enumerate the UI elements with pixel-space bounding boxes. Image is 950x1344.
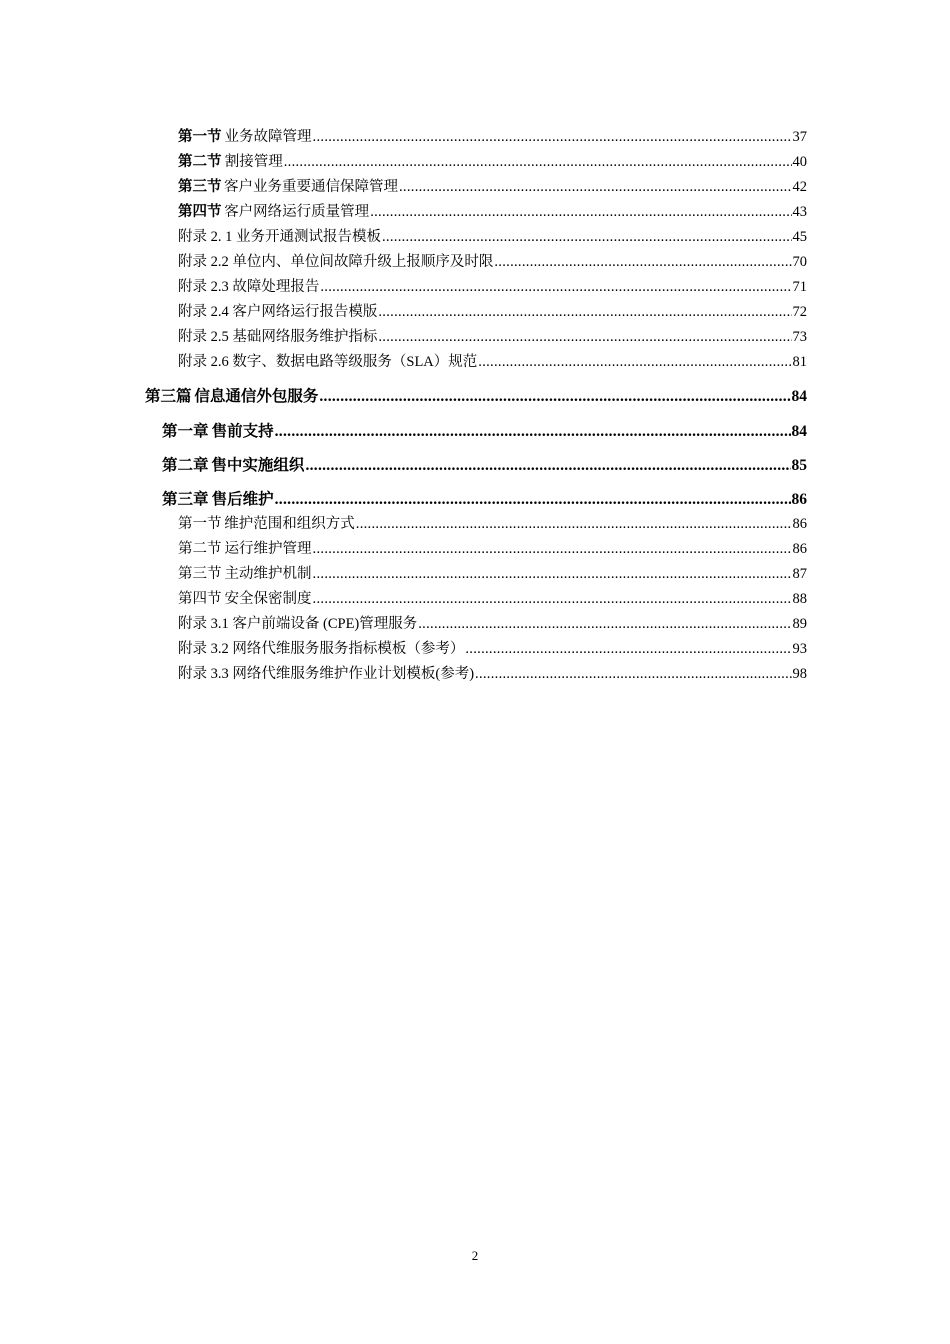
toc-appendix-entry[interactable] xyxy=(178,639,807,659)
toc-chapter-title: 售中实施组织 xyxy=(211,456,305,474)
toc-chapter-prefix: 第一章 xyxy=(162,422,209,440)
dot-leader xyxy=(275,490,791,510)
toc-part-prefix: 第三篇 xyxy=(145,387,192,405)
dot-leader xyxy=(313,539,792,559)
toc-chapter-entry[interactable] xyxy=(162,455,807,476)
toc-appendix-entry[interactable] xyxy=(178,664,807,684)
toc-entry-title: 附录 3.3 网络代维服务维护作业计划模板(参考) xyxy=(178,666,475,682)
toc-page-number: 70 xyxy=(792,254,807,270)
toc-entry-prefix: 第四节 xyxy=(178,591,222,607)
dot-leader xyxy=(313,589,792,609)
toc-entry-title: 附录 2.3 故障处理报告 xyxy=(178,279,320,295)
toc-entry[interactable] xyxy=(178,127,807,147)
dot-leader xyxy=(418,614,791,634)
dot-leader xyxy=(378,302,791,322)
toc-page-number: 71 xyxy=(792,279,807,295)
toc-page-number: 73 xyxy=(792,329,807,345)
toc-page-number: 86 xyxy=(791,491,807,508)
toc-page-number: 87 xyxy=(792,566,807,582)
toc-entry-title: 附录 2.2 单位内、单位间故障升级上报顺序及时限 xyxy=(178,254,494,270)
toc-entry[interactable] xyxy=(178,177,807,197)
dot-leader xyxy=(478,352,791,372)
toc-entry[interactable] xyxy=(178,514,807,534)
dot-leader xyxy=(382,227,792,247)
toc-page-number: 42 xyxy=(792,179,807,195)
dot-leader xyxy=(399,177,792,197)
toc-appendix-entry[interactable] xyxy=(178,252,807,272)
toc-page-number: 43 xyxy=(792,204,807,220)
toc-appendix-entry[interactable] xyxy=(178,327,807,347)
toc-entry-title: 附录 3.1 客户前端设备 (CPE)管理服务 xyxy=(178,616,418,632)
toc-entry-prefix: 第二节 xyxy=(178,154,222,170)
toc-chapter-title: 售前支持 xyxy=(211,422,274,440)
toc-entry-title: 业务故障管理 xyxy=(224,129,312,145)
dot-leader xyxy=(320,277,791,297)
toc-page-number: 86 xyxy=(792,541,807,557)
toc-entry-title: 安全保密制度 xyxy=(224,591,312,607)
toc-entry-title: 客户网络运行质量管理 xyxy=(224,204,370,220)
toc-entry[interactable] xyxy=(178,539,807,559)
toc-page-number: 37 xyxy=(792,129,807,145)
dot-leader xyxy=(356,514,792,534)
toc-chapter-prefix: 第二章 xyxy=(162,456,209,474)
toc-appendix-entry[interactable] xyxy=(178,302,807,322)
dot-leader xyxy=(378,327,791,347)
toc-part-entry[interactable] xyxy=(145,386,807,407)
toc-entry-title: 附录 2.4 客户网络运行报告模版 xyxy=(178,304,378,320)
toc-page-number: 84 xyxy=(791,388,807,405)
dot-leader xyxy=(313,127,792,147)
toc-entry[interactable] xyxy=(178,152,807,172)
toc-page-number: 98 xyxy=(792,666,807,682)
toc-page-number: 88 xyxy=(792,591,807,607)
toc-entry-prefix: 第三节 xyxy=(178,179,222,195)
toc-page-number: 84 xyxy=(791,423,807,440)
dot-leader xyxy=(275,422,791,442)
dot-leader xyxy=(284,152,792,172)
toc-chapter-entry[interactable] xyxy=(162,421,807,442)
toc-entry-title: 割接管理 xyxy=(224,154,283,170)
toc-page-number: 85 xyxy=(791,457,807,474)
toc-chapter-entry[interactable] xyxy=(162,489,807,510)
toc-entry-prefix: 第四节 xyxy=(178,204,222,220)
toc-page-number: 86 xyxy=(792,516,807,532)
toc-appendix-entry[interactable] xyxy=(178,227,807,247)
toc-entry-title: 维护范围和组织方式 xyxy=(224,516,355,532)
toc-entry-prefix: 第一节 xyxy=(178,129,222,145)
toc-chapter-prefix: 第三章 xyxy=(162,490,209,508)
toc-entry[interactable] xyxy=(178,589,807,609)
dot-leader xyxy=(465,639,791,659)
toc-part-title: 信息通信外包服务 xyxy=(194,387,319,405)
toc-entry-prefix: 第二节 xyxy=(178,541,222,557)
page-number-footer: 2 xyxy=(471,1248,479,1263)
toc-page-number: 89 xyxy=(792,616,807,632)
toc-chapter-title: 售后维护 xyxy=(211,490,274,508)
dot-leader xyxy=(305,456,790,476)
toc-appendix-entry[interactable] xyxy=(178,277,807,297)
toc-entry-prefix: 第三节 xyxy=(178,566,222,582)
toc-entry-title: 客户业务重要通信保障管理 xyxy=(224,179,398,195)
toc-entry-title: 运行维护管理 xyxy=(224,541,312,557)
toc-page-number: 93 xyxy=(792,641,807,657)
dot-leader xyxy=(319,387,790,407)
toc-entry-title: 附录 2.6 数字、数据电路等级服务（SLA）规范 xyxy=(178,354,478,370)
toc-page-number: 81 xyxy=(792,354,807,370)
toc-entry[interactable] xyxy=(178,202,807,222)
toc-page-number: 40 xyxy=(792,154,807,170)
toc-entry-prefix: 第一节 xyxy=(178,516,222,532)
toc-entry-title: 主动维护机制 xyxy=(224,566,312,582)
toc-entry-title: 附录 2. 1 业务开通测试报告模板 xyxy=(178,229,381,245)
toc-entry-title: 附录 2.5 基础网络服务维护指标 xyxy=(178,329,378,345)
dot-leader xyxy=(313,564,792,584)
dot-leader xyxy=(494,252,791,272)
toc-appendix-entry[interactable] xyxy=(178,352,807,372)
toc-entry-title: 附录 3.2 网络代维服务服务指标模板（参考） xyxy=(178,641,465,657)
dot-leader xyxy=(475,664,791,684)
toc-appendix-entry[interactable] xyxy=(178,614,807,634)
toc-page-number: 72 xyxy=(792,304,807,320)
dot-leader xyxy=(370,202,791,222)
toc-entry[interactable] xyxy=(178,564,807,584)
toc-page-number: 45 xyxy=(792,229,807,245)
